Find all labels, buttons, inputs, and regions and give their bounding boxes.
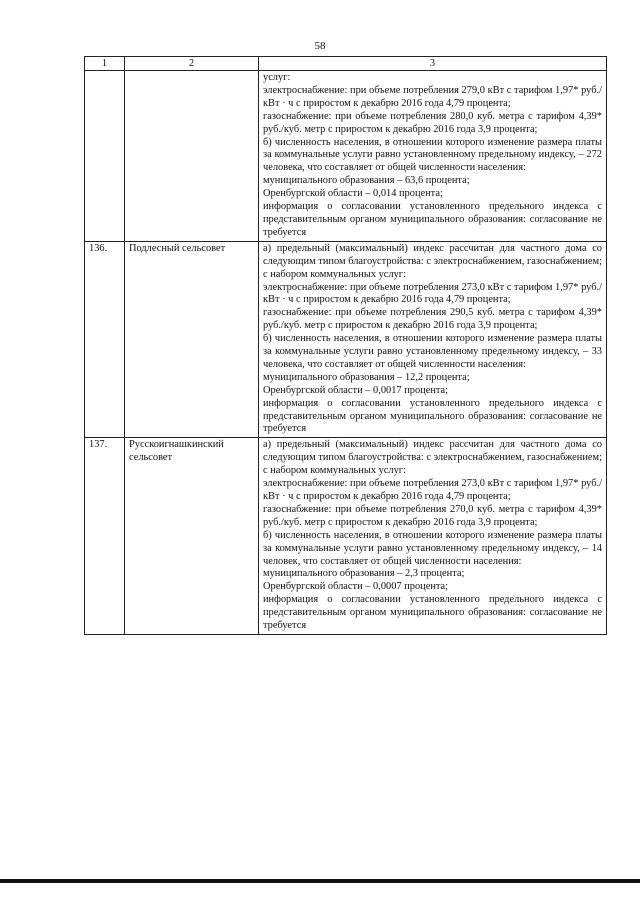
description-paragraph: а) предельный (максимальный) индекс рассчитан для частного дома со следующим типом благоустройства: с электроснабжением, газоснабжением; с набором коммунальных услуг: xyxy=(263,439,602,477)
description-paragraph: информация о согласовании установленного предельного индекса с представительным органом муниципального образования: согласование не требуется xyxy=(263,397,602,435)
description-paragraph: газоснабжение: при объеме потребления 280,0 куб. метра с тарифом 4,39* руб./куб. метр с приростом к декабрю 2016 года 3,9 процента; xyxy=(263,110,602,135)
table-row xyxy=(85,241,607,438)
description-paragraph: муниципального образования – 63,6 процента; xyxy=(263,175,470,187)
description-paragraph: газоснабжение: при объеме потребления 290,5 куб. метра с тарифом 4,39* руб./куб. метр с приростом к декабрю 2016 года 3,9 процента; xyxy=(263,307,602,332)
bottom-rule xyxy=(0,879,640,883)
index-description xyxy=(259,241,607,438)
page-number: 58 xyxy=(314,40,326,52)
description-paragraph: б) численность населения, в отношении которого изменение размера платы за коммунальные услуги равно установленному предельному индексу, – 272 человека, что составляет от общей численности населения: xyxy=(263,136,602,174)
table-header-row xyxy=(85,57,607,71)
municipality-name: Подлесный сельсовет xyxy=(125,241,259,438)
table-row xyxy=(85,71,607,242)
description-paragraph: муниципального образования – 12,2 процента; xyxy=(263,371,470,383)
row-number: 136. xyxy=(85,241,125,438)
description-paragraph: электроснабжение: при объеме потребления 279,0 кВт с тарифом 1,97* руб./кВт · ч с приростом к декабрю 2016 года 4,79 процента; xyxy=(263,84,602,109)
table-body xyxy=(85,71,607,635)
description-paragraph: Оренбургской области – 0,0017 процента; xyxy=(263,384,449,396)
description-paragraph: а) предельный (максимальный) индекс рассчитан для частного дома со следующим типом благоустройства: с электроснабжением, газоснабжением; с набором коммунальных услуг: xyxy=(263,242,602,280)
index-description xyxy=(259,71,607,242)
description-paragraph: Оренбургской области – 0,014 процента; xyxy=(263,188,443,200)
index-description xyxy=(259,438,607,635)
description-paragraph: Оренбургской области – 0,0007 процента; xyxy=(263,581,449,593)
description-paragraph: б) численность населения, в отношении которого изменение размера платы за коммунальные услуги равно установленному предельному индексу, – 33 человека, что составляет от общей численности населения: xyxy=(263,333,602,370)
description-paragraph: газоснабжение: при объеме потребления 270,0 куб. метра с тарифом 4,39* руб./куб. метр с приростом к декабрю 2016 года 3,9 процента; xyxy=(263,503,602,528)
description-paragraph: электроснабжение: при объеме потребления 273,0 кВт с тарифом 1,97* руб./кВт · ч с приростом к декабрю 2016 года 4,79 процента; xyxy=(263,478,602,502)
description-paragraph: муниципального образования – 2,3 процента; xyxy=(263,568,465,580)
column-header-number: 1 xyxy=(85,57,125,71)
municipality-name xyxy=(125,71,259,242)
table-row xyxy=(85,438,607,635)
row-number xyxy=(85,71,125,242)
row-number: 137. xyxy=(85,438,125,635)
description-paragraph: б) численность населения, в отношении которого изменение размера платы за коммунальные услуги равно установленному предельному индексу, – 14 человек, что составляет от общей численности населения: xyxy=(263,529,602,567)
municipality-name: Русскоигнашкинский сельсовет xyxy=(125,438,259,635)
column-header-name: 2 xyxy=(125,57,259,71)
description-paragraph: услуг: xyxy=(263,72,291,83)
description-paragraph: информация о согласовании установленного предельного индекса с представительным органом муниципального образования: согласование не требуется xyxy=(263,594,602,632)
description-paragraph: электроснабжение: при объеме потребления 273,0 кВт с тарифом 1,97* руб./кВт · ч с приростом к декабрю 2016 года 4,79 процента; xyxy=(263,281,602,306)
column-header-content: 3 xyxy=(259,57,607,71)
description-paragraph: информация о согласовании установленного предельного индекса с представительным органом муниципального образования: согласование не требуется xyxy=(263,201,602,238)
index-table xyxy=(84,56,607,635)
